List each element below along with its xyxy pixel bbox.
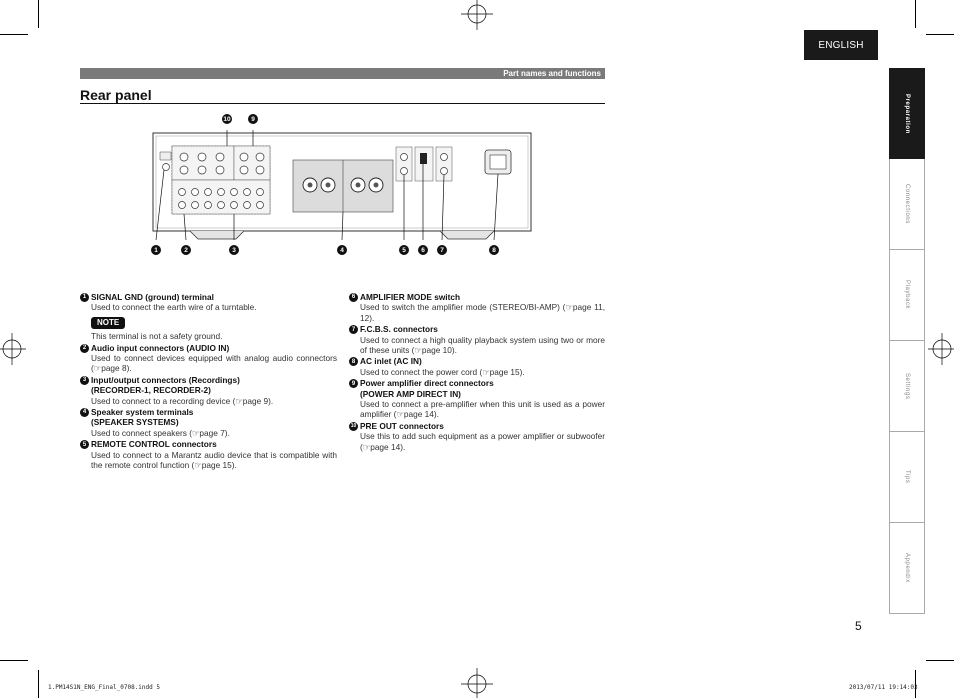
callout-2: 2 — [181, 245, 191, 255]
item-description: Used to connect a pre-amplifier when this unit is used as a power amplifier (☞page 14). — [360, 399, 605, 420]
item-subtitle: (POWER AMP DIRECT IN) — [360, 388, 461, 399]
list-item — [349, 378, 605, 420]
callout-1: 1 — [151, 245, 161, 255]
list-item — [80, 343, 337, 374]
crop-mark — [915, 0, 916, 28]
item-description: Use this to add such equipment as a power amplifier or subwoofer (☞page 14). — [360, 431, 605, 452]
callout-7: 7 — [437, 245, 447, 255]
side-tab-preparation[interactable]: Preparation — [889, 68, 925, 159]
item-number: 10 — [350, 423, 357, 430]
page-number: 5 — [855, 619, 862, 633]
item-title: Audio input connectors (AUDIO IN) — [91, 342, 230, 353]
item-title: Speaker system terminals — [91, 407, 194, 418]
callout-6: 6 — [418, 245, 428, 255]
item-number: 3 — [80, 376, 89, 385]
crop-mark — [926, 34, 954, 35]
item-number: 6 — [349, 293, 358, 302]
item-number: 8 — [349, 357, 358, 366]
section-header: Part names and functions — [80, 68, 605, 79]
footer-timestamp: 2013/07/11 19:14:03 — [849, 684, 918, 691]
description-column-left — [80, 292, 337, 472]
item-number: 7 — [349, 325, 358, 334]
item-description: Used to switch the amplifier mode (STEREO/BI-AMP) (☞page 11, 12). — [360, 302, 605, 323]
note-badge: NOTE — [91, 317, 125, 329]
description-column-right — [349, 292, 605, 453]
language-tab: ENGLISH — [804, 30, 878, 60]
item-title: PRE OUT connectors — [360, 420, 444, 431]
item-number: 2 — [80, 344, 89, 353]
list-item — [80, 407, 337, 438]
item-description: Used to connect to a Marantz audio device that is compatible with the remote control function (☞page 15). — [91, 449, 337, 471]
item-title: SIGNAL GND (ground) terminal — [91, 292, 214, 302]
item-title: AMPLIFIER MODE switch — [360, 292, 461, 302]
list-item — [80, 439, 337, 470]
side-tab-connections[interactable]: Connections — [889, 159, 925, 250]
registration-mark-top — [458, 0, 496, 30]
registration-mark-bottom — [458, 668, 496, 698]
side-tab-playback[interactable]: Playback — [889, 250, 925, 341]
crop-mark — [0, 660, 28, 661]
list-item — [349, 356, 605, 377]
page-title: Rear panel — [80, 87, 152, 103]
list-item — [349, 324, 605, 355]
crop-mark — [38, 0, 39, 28]
item-description: Used to connect the earth wire of a turntable. — [91, 302, 257, 313]
callout-3: 3 — [229, 245, 239, 255]
item-title: F.C.B.S. connectors — [360, 324, 438, 335]
item-title: AC inlet (AC IN) — [360, 356, 422, 367]
item-description: Used to connect a high quality playback system using two or more of these units (☞page 10). — [360, 334, 605, 356]
footer-file-info: 1.PM14S1N_ENG_Final_0708.indd 5 — [48, 684, 160, 691]
list-item — [349, 421, 605, 452]
side-tab-appendix[interactable]: Appendix — [889, 523, 925, 614]
callout-5: 5 — [399, 245, 409, 255]
callout-4: 4 — [337, 245, 347, 255]
item-description: Used to connect to a recording device (☞page 9). — [91, 395, 274, 406]
list-item — [80, 292, 337, 342]
title-divider — [80, 103, 605, 104]
crop-mark — [0, 34, 28, 35]
item-number: 4 — [80, 408, 89, 417]
item-subtitle: (RECORDER-1, RECORDER-2) — [91, 385, 211, 396]
side-nav — [889, 68, 925, 614]
list-item — [80, 375, 337, 406]
registration-mark-left — [0, 330, 26, 368]
callout-8: 8 — [489, 245, 499, 255]
item-description: Used to connect the power cord (☞page 15). — [360, 366, 525, 377]
item-title: Power amplifier direct connectors — [360, 378, 494, 389]
rear-panel-illustration — [150, 130, 534, 246]
item-description: Used to connect devices equipped with analog audio connectors (☞page 8). — [91, 353, 337, 374]
item-number: 9 — [349, 379, 358, 388]
callout-10: 10 — [223, 115, 231, 123]
item-title: Input/output connectors (Recordings) — [91, 374, 240, 385]
registration-mark-right — [928, 330, 954, 368]
side-tab-tips[interactable]: Tips — [889, 432, 925, 523]
crop-mark — [926, 660, 954, 661]
item-description: Used to connect speakers (☞page 7). — [91, 427, 230, 438]
list-item — [349, 292, 605, 323]
callout-9: 9 — [248, 114, 258, 124]
side-tab-settings[interactable]: Settings — [889, 341, 925, 432]
crop-mark — [38, 670, 39, 698]
note-text: This terminal is not a safety ground. — [91, 331, 223, 342]
item-subtitle: (SPEAKER SYSTEMS) — [91, 417, 179, 428]
item-number: 5 — [80, 440, 89, 449]
item-title: REMOTE CONTROL connectors — [91, 439, 217, 450]
item-number: 1 — [80, 293, 89, 302]
